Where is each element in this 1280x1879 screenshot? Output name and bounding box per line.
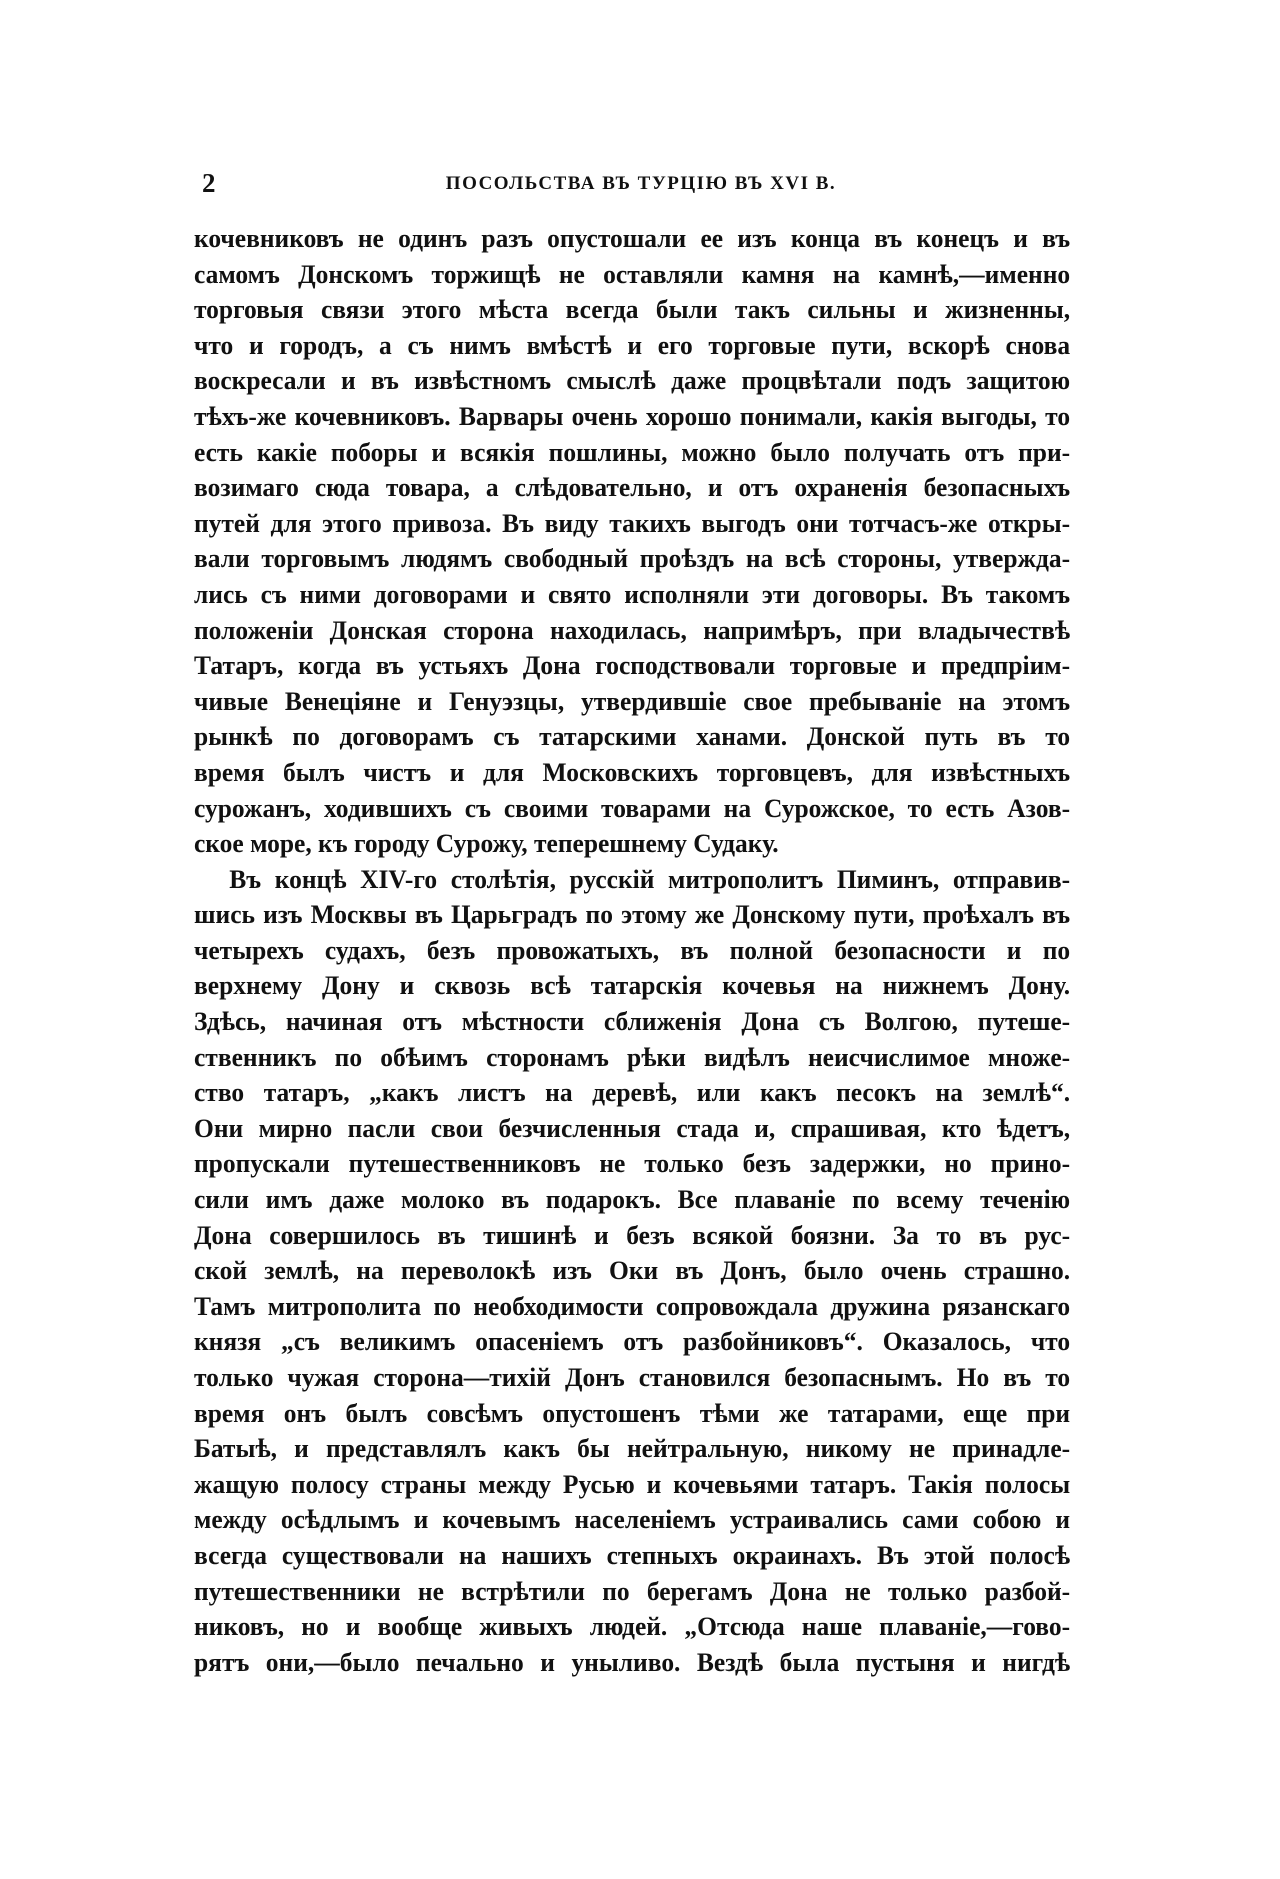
text-line: всегда существовали на нашихъ степныхъ окраинахъ. Въ этой полосѣ bbox=[194, 1540, 1071, 1570]
running-header bbox=[196, 168, 1086, 202]
text-line: Дона совершилось въ тишинѣ и безъ всякой боязни. За то въ рус- bbox=[194, 1220, 1071, 1250]
paragraph-2 bbox=[194, 862, 1088, 1681]
text-line: самомъ Донскомъ торжищѣ не оставляли камня на камнѣ,—именно bbox=[194, 259, 1071, 289]
text-line: Тамъ митрополита по необходимости сопровождала дружина рязанскаго bbox=[194, 1291, 1071, 1321]
text-line: сурожанъ, ходившихъ съ своими товарами на Сурожское, то есть Азов- bbox=[194, 793, 1071, 823]
text-line: кочевниковъ не одинъ разъ опустошали ее изъ конца въ конецъ и въ bbox=[194, 224, 1071, 253]
text-line: ство татаръ, „какъ листъ на деревѣ, или какъ песокъ на землѣ“. bbox=[194, 1078, 1071, 1108]
text-line: Въ концѣ XIV-го столѣтія, русскій митрополитъ Пиминъ, отправив- bbox=[229, 864, 1071, 894]
text-line: сили имъ даже молоко въ подарокъ. Все плаваніе по всему теченію bbox=[194, 1185, 1071, 1215]
paragraph-1 bbox=[194, 221, 1088, 862]
text-line: путей для этого привоза. Въ виду такихъ выгодъ они тотчасъ-же откры- bbox=[194, 508, 1071, 538]
text-line: ское море, къ городу Сурожу, теперешнему Судаку. bbox=[194, 829, 779, 859]
running-title: ПОСОЛЬСТВА ВЪ ТУРЦІЮ ВЪ XVI В. bbox=[445, 173, 837, 194]
text-line: вали торговымъ людямъ свободный проѣздъ на всѣ стороны, утвержда- bbox=[194, 544, 1071, 574]
text-line: верхнему Дону и сквозь всѣ татарскія кочевья на нижнемъ Дону. bbox=[194, 971, 1071, 1001]
text-line: лись съ ними договорами и свято исполняли эти договоры. Въ такомъ bbox=[194, 579, 1071, 609]
text-line: тѣхъ-же кочевниковъ. Варвары очень хорошо понимали, какія выгоды, то bbox=[194, 401, 1071, 431]
text-line: только чужая сторона—тихій Донъ становился безопаснымъ. Но въ то bbox=[194, 1363, 1071, 1392]
text-line: торговыя связи этого мѣста всегда были такъ сильны и жизненны, bbox=[194, 295, 1071, 325]
text-line: четырехъ судахъ, безъ провожатыхъ, въ полной безопасности и по bbox=[194, 935, 1071, 965]
text-line: путешественники не встрѣтили по берегамъ Дона не только разбой- bbox=[194, 1576, 1071, 1606]
text-line: жащую полосу страны между Русью и кочевьями татаръ. Такія полосы bbox=[194, 1469, 1071, 1499]
page-number: 2 bbox=[202, 168, 216, 198]
body-text bbox=[194, 221, 1088, 1680]
text-line: возимаго сюда товара, а слѣдовательно, и отъ охраненія безопасныхъ bbox=[194, 473, 1071, 503]
text-line: есть какіе поборы и всякія пошлины, можно было получать отъ при- bbox=[194, 437, 1071, 467]
text-line: князя „съ великимъ опасеніемъ отъ разбойниковъ“. Оказалось, что bbox=[194, 1327, 1071, 1357]
text-line: воскресали и въ извѣстномъ смыслѣ даже процвѣтали подъ защитою bbox=[194, 366, 1071, 396]
text-line: ственникъ по обѣимъ сторонамъ рѣки видѣлъ неисчислимое множе- bbox=[194, 1042, 1071, 1072]
text-line: Батыѣ, и представлялъ какъ бы нейтральную, никому не принадле- bbox=[194, 1434, 1071, 1464]
text-line: ской землѣ, на переволокѣ изъ Оки въ Донъ, было очень страшно. bbox=[194, 1256, 1071, 1286]
text-line: рынкѣ по договорамъ съ татарскими ханами. Донской путь въ то bbox=[194, 722, 1071, 752]
text-line: время былъ чистъ и для Московскихъ торговцевъ, для извѣстныхъ bbox=[194, 757, 1071, 787]
text-line: шись изъ Москвы въ Царьградъ по этому же Донскому пути, проѣхалъ въ bbox=[194, 900, 1071, 930]
text-line: пропускали путешественниковъ не только безъ задержки, но прино- bbox=[194, 1149, 1071, 1179]
text-line: между осѣдлымъ и кочевымъ населеніемъ устраивались сами собою и bbox=[194, 1505, 1071, 1535]
text-line: положеніи Донская сторона находилась, напримѣръ, при владычествѣ bbox=[194, 615, 1071, 645]
text-line: Татаръ, когда въ устьяхъ Дона господствовали торговые и предпріим- bbox=[194, 651, 1071, 681]
text-line: что и городъ, а съ нимъ вмѣстѣ и его торговые пути, вскорѣ снова bbox=[194, 330, 1071, 360]
text-line: Здѣсь, начиная отъ мѣстности сближенія Дона съ Волгою, путеше- bbox=[194, 1007, 1071, 1037]
text-line: никовъ, но и вообще живыхъ людей. „Отсюда наше плаваніе,—гово- bbox=[194, 1612, 1071, 1642]
text-line: рятъ они,—было печально и уныливо. Вездѣ была пустыня и нигдѣ bbox=[194, 1647, 1071, 1677]
text-line: Они мирно пасли свои безчисленныя стада и, спрашивая, кто ѣдетъ, bbox=[194, 1113, 1071, 1143]
text-line: время онъ былъ совсѣмъ опустошенъ тѣми же татарами, еще при bbox=[194, 1398, 1071, 1428]
text-line: чивые Венеціяне и Генуэзцы, утвердившіе свое пребываніе на этомъ bbox=[194, 686, 1071, 716]
